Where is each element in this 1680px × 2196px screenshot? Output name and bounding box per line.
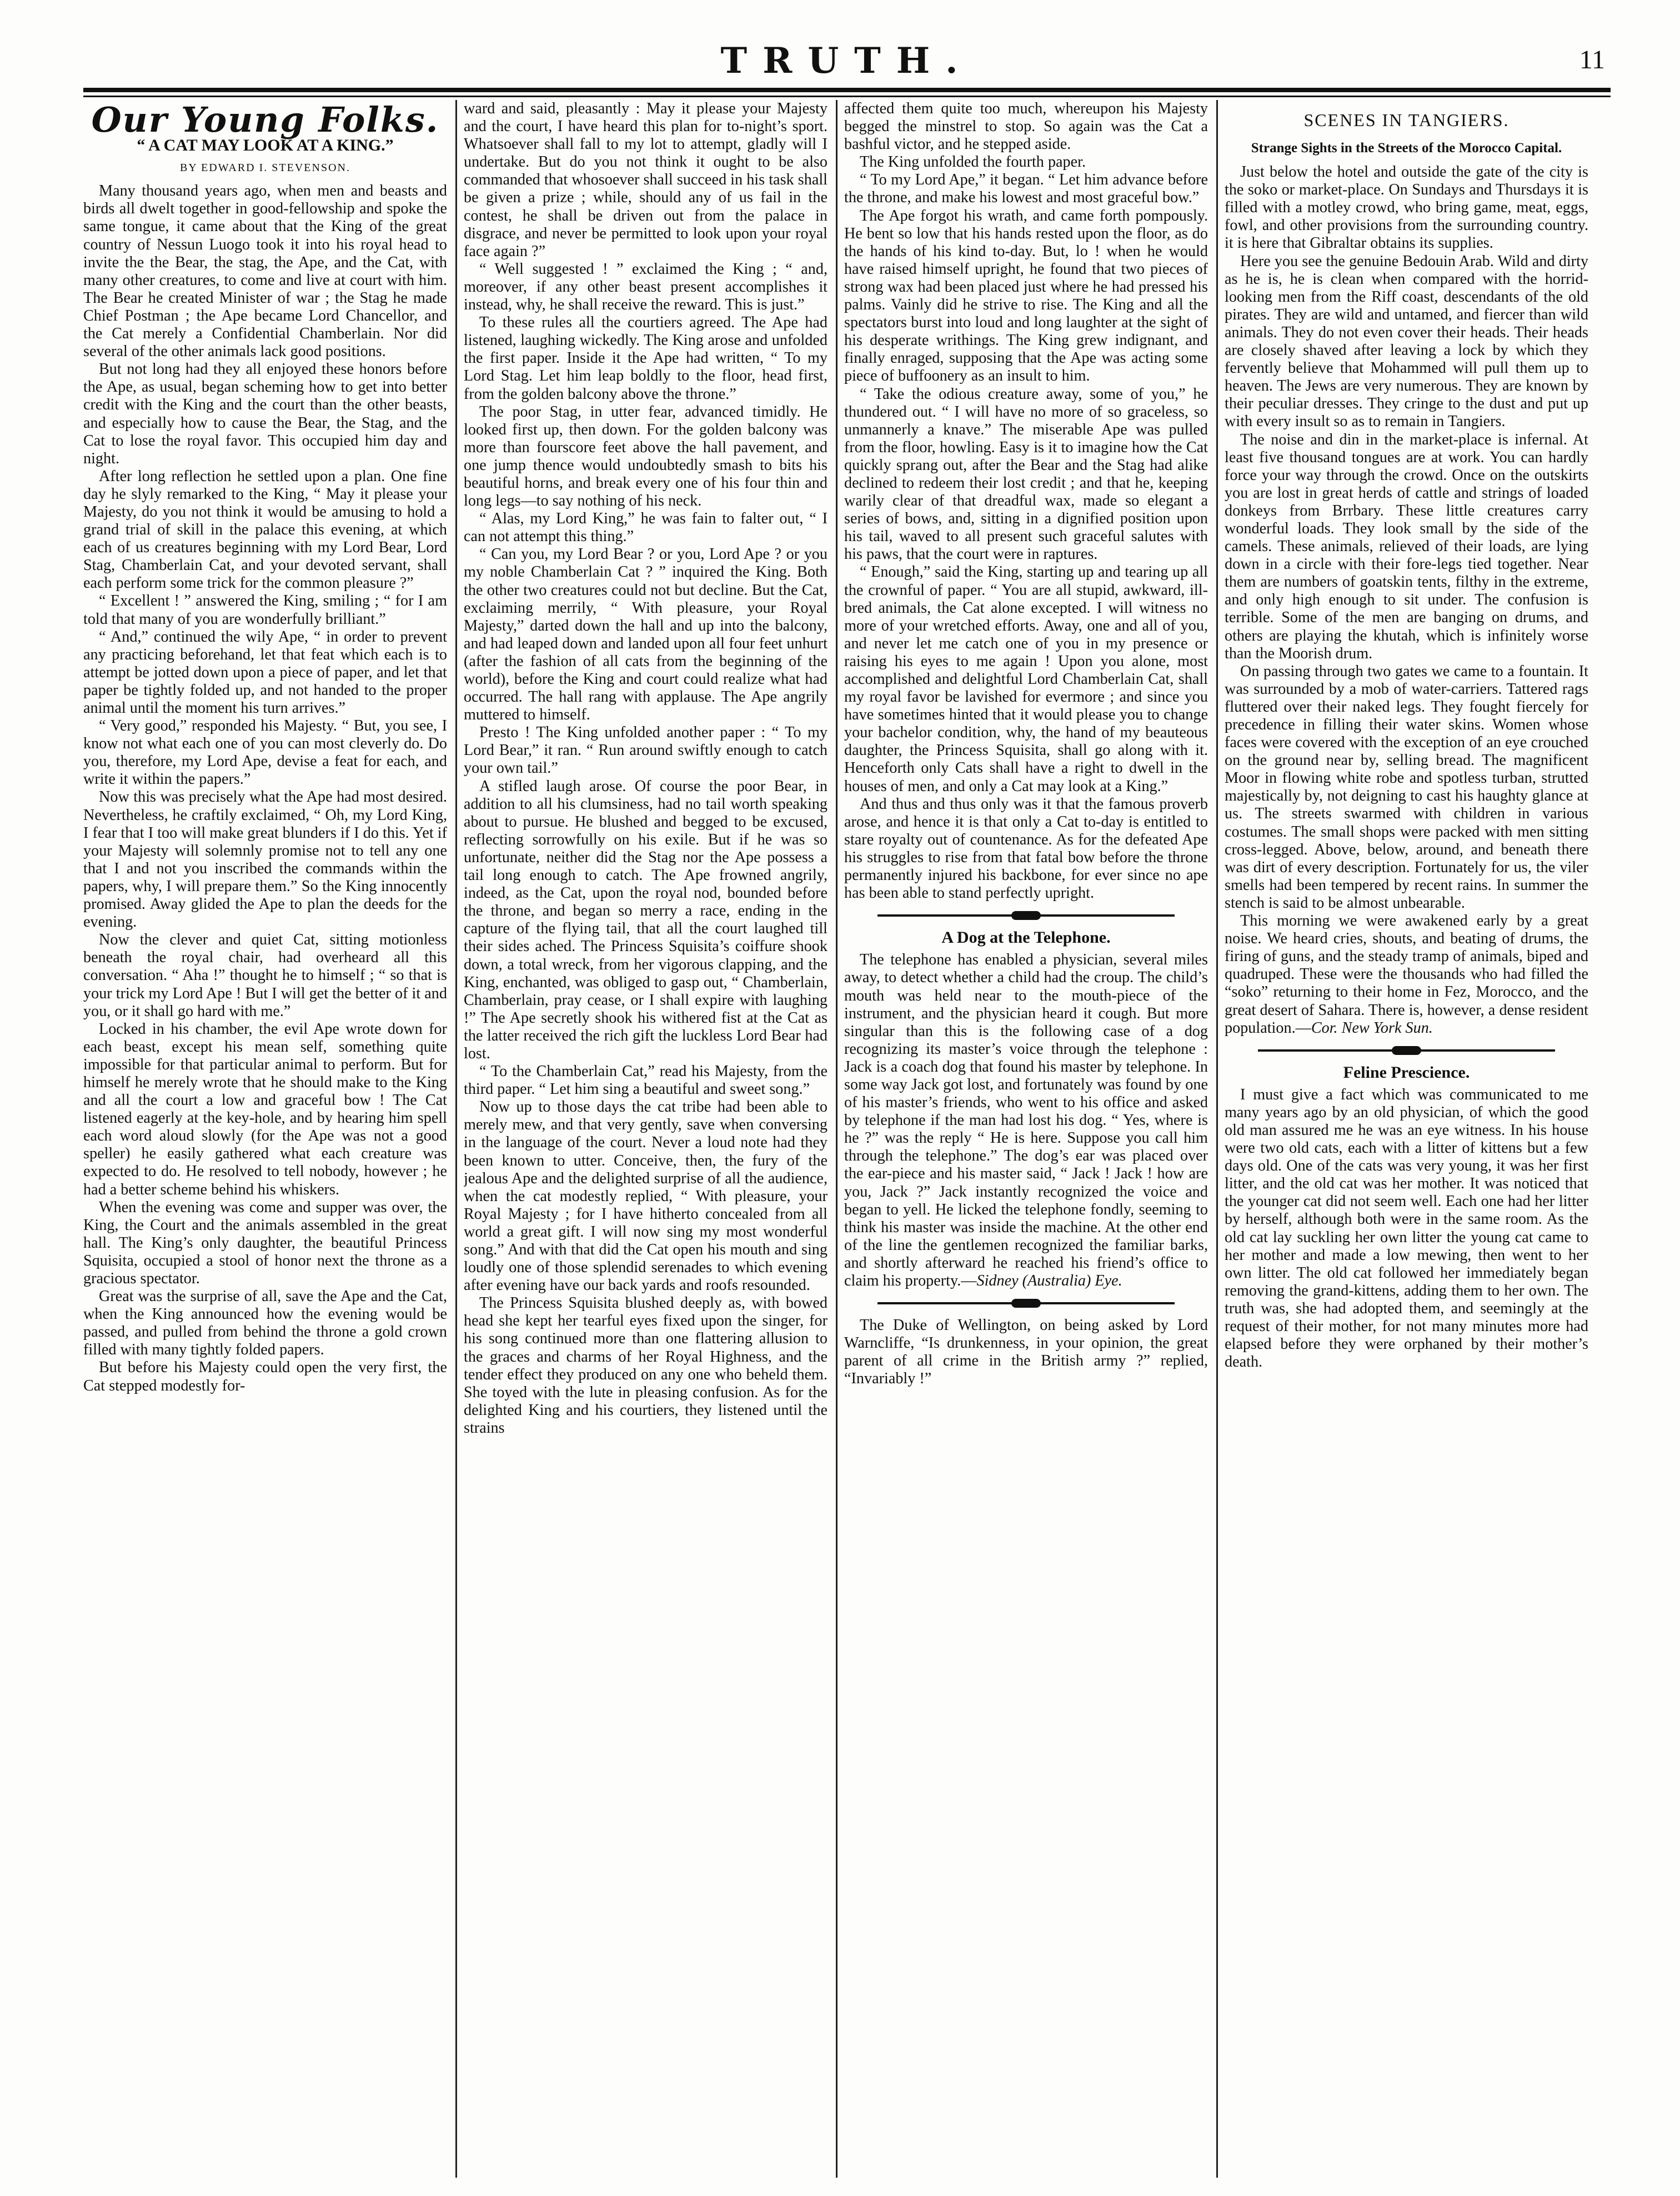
article-title: Feline Prescience. xyxy=(1343,1063,1470,1082)
paragraph: But before his Majesty could open the very first, the Cat stepped modestly for- xyxy=(83,1359,447,1394)
paragraph: On passing through two gates we came to a fountain. It was surrounded by a mob of water-carriers. Tattered rags fluttered over their naked legs. They fought fiercely for precedence in filling their water skins. Women whose faces were covered with the exception of an eye crouched on the ground near by, selling bread. The magnificent Moor in flowing white robe and spotless turban, strutted majestically by, not deigning to cast his haughty glance at us. The streets swarmed with children in various costumes. The small shops were packed with men sitting cross-legged. Above, below, around, and beneath there was dirt of every description. Fortunately for us, the viler smells had been tempered by recent rains. In summer the stench is said to be almost unbearable. xyxy=(1225,662,1588,912)
article-text: This morning we were awakened early by a great noise. We heard cries, shouts, and beating of drums, the firing of guns, and the steady tramp of animals, biped and quadruped. These were the thousands who had filled the “soko” returning to their home in Fez, Morocco, and the great desert of Sahara. There is, however, a dense resident population.— xyxy=(1225,912,1588,1037)
column-divider xyxy=(836,100,838,2178)
paragraph: Locked in his chamber, the evil Ape wrote down for each beast, except his mean self, something quite impossible for that particular animal to perform. But for himself he merely wrote that he should make to the King and all the court a low and graceful bow ! The Cat listened eagerly at the key-hole, and by hearing him spell each word aloud slowly (for the Ape was not a good speller) he easily gathered what each creature was expected to do. He resolved to tell nobody, however ; he had a better scheme behind his whiskers. xyxy=(83,1020,447,1198)
paragraph: After long reflection he settled upon a plan. One fine day he slyly remarked to the King, “ May it please your Majesty, do you not think it would be amusing to hold a grand trial of skill in the palace this evening, at which each of us creatures beginning with my Lord Bear, Lord Stag, Chamberlain Cat, and your devoted servant, shall each perform some trick for the common pleasure ?” xyxy=(83,467,447,592)
citation: Sidney (Australia) Eye. xyxy=(976,1272,1122,1289)
paragraph: Now this was precisely what the Ape had most desired. Nevertheless, he craftily exclaimed, “ Oh, my Lord King, I fear that I too will make great blunders if I do this. Yet if your Majesty will solemnly promise not to tell any one that I and not you inscribed the commands within the papers, why, I will prepare them.” So the King innocently promised. Away glided the Ape to plan the deeds for the evening. xyxy=(83,788,447,931)
citation: Cor. New York Sun. xyxy=(1311,1019,1433,1037)
paragraph: “ Well suggested ! ” exclaimed the King ; “ and, moreover, if any other beast present accomplishes it instead, why, he shall receive the reward. This is just.” xyxy=(464,260,828,314)
column-1 xyxy=(83,100,447,2180)
paragraph: ward and said, pleasantly : May it please your Majesty and the court, I have heard this plan for to-night’s sport. Whatsoever shall fall to my lot to attempt, gladly will I undertake. But do you not think it ought to be also commanded that whosoever shall succeed in his task shall be given a prize ; while, should any of us fail in the contest, he shall be driven out from the palace in disgrace, and never be permitted to look upon your royal face again ?” xyxy=(464,100,828,260)
paragraph: Now up to those days the cat tribe had been able to merely mew, and that very gently, save when conversing in the language of the court. Never a loud note had they been known to utter. Conceive, then, the fury of the jealous Ape and the delighted surprise of all the audience, when the cat modestly replied, “ With pleasure, your Royal Majesty ; for I have hitherto concealed from all world a great gift. I will now sing my most wonderful song.” And with that did the Cat open his mouth and sing loudly one of those splendid serenades to which evening after evening have our back yards and roofs resounded. xyxy=(464,1098,828,1294)
ornamental-divider xyxy=(1258,1045,1555,1056)
paragraph: Great was the surprise of all, save the Ape and the Cat, when the King announced how the evening would be passed, and pulled from behind the throne a gold crown filled with many tightly folded papers. xyxy=(83,1288,447,1359)
paragraph: “ Alas, my Lord King,” he was fain to falter out, “ I can not attempt this thing.” xyxy=(464,510,828,546)
article-text: The telephone has enabled a physician, several miles away, to detect whether a child had the croup. The child’s mouth was held near to the mouth-piece of the instrument, and the physician heard it cough. But more singular than this is the following case of a dog recognizing its master’s voice through the telephone : Jack is a coach dog that found his master by telephone. In some way Jack got lost, and fortunately was found by one of his master’s friends, who went to his office and asked by telephone if the man had lost his dog. “ Yes, where is he ?” was the reply “ He is here. Suppose you call him through the telephone.” The dog’s ear was placed over the ear-piece and his master said, “ Jack ! Jack ! how are you, Jack ?” Jack instantly recognized the voice and began to yell. He licked the telephone fondly, seeming to think his master was inside the machine. At the other end of the line the gentlemen recognized the familiar barks, and shortly afterward he reached his friend’s office to claim his property.— xyxy=(844,951,1208,1289)
story-title: “ A CAT MAY LOOK AT A KING.” xyxy=(137,136,394,155)
section-title: Our Young Folks. xyxy=(91,100,439,140)
article-subhead: Strange Sights in the Streets of the Morocco Capital. xyxy=(1251,141,1562,156)
paragraph: “ Take the odious creature away, some of you,” he thundered out. “ I will have no more of so graceless, so unmannerly a knave.” The miserable Ape was pulled from the floor, howling. Easy is it to imagine how the Cat quickly sprang out, after the Bear and the Stag had alike declined to redeem their lost credit ; and that he, keeping warily clear of that dreadful wax, made so elegant a series of bows, and, sitting in a dignified position upon his tail, waved to all present such graceful salutes with his paws, that the court were in raptures. xyxy=(844,385,1208,563)
paragraph: Many thousand years ago, when men and beasts and birds all dwelt together in good-fellowship and spoke the same tongue, it came about that the King of the great country of Nessun Luogo took it into his royal head to invite the the Bear, the stag, the Ape, and the Cat, with many other creatures, to come and live at court with him. The Bear he created Minister of war ; the Stag he made Chief Postman ; the Ape became Lord Chancellor, and the Cat merely a Confidential Chamberlain. Nor did several of the other animals lack good positions. xyxy=(83,182,447,361)
paragraph: A stifled laugh arose. Of course the poor Bear, in addition to all his clumsiness, had no tail worth speaking about to pursue. He blushed and begged to be excused, reflecting sorrowfully on his exile. But if he was so unfortunate, neither did the Stag nor the Ape possess a tail long enough to catch. The Ape frowned angrily, indeed, as the Cat, upon the royal nod, bounded before the throne, and began so merry a race, ending in the capture of the flying tail, that all the court laughed till their sides ached. The Princess Squisita’s coiffure shook down, a total wreck, from her vigorous clapping, and the King, enchanted, was obliged to gasp out, “ Chamberlain, Chamberlain, pray cease, or I shall expire with laughing !” The Ape secretly shook his withered fist at the Cat as the latter received the rich gift the luckless Lord Bear had lost. xyxy=(464,777,828,1062)
paragraph: affected them quite too much, whereupon his Majesty begged the minstrel to stop. So again was the Cat a bashful victor, and he stepped aside. xyxy=(844,100,1208,153)
column-divider xyxy=(1216,100,1218,2178)
byline: BY EDWARD I. STEVENSON. xyxy=(180,162,350,174)
paragraph: The poor Stag, in utter fear, advanced timidly. He looked first up, then down. For the golden balcony was more than fourscore feet above the hall pavement, and one jump thence would undoubtedly smash to bits his beautiful horns, and break every one of his four thin and long legs—to say nothing of his neck. xyxy=(464,403,828,510)
paragraph: “ Excellent ! ” answered the King, smiling ; “ for I am told that many of you are wonderfully brilliant.” xyxy=(83,592,447,628)
paragraph: The Ape forgot his wrath, and came forth pompously. He bent so low that his hands rested upon the floor, as do the hands of his kind to-day. But, lo ! when he would have raised himself upright, he found that two pieces of strong wax had been placed just where he had pressed his palms. Vainly did he strive to rise. The King and all the spectators burst into loud and long laughter at the sight of his desperate writhings. The King grew indignant, and finally enraged, supposing that the Ape was acting some piece of buffoonery as an insult to him. xyxy=(844,207,1208,385)
paragraph: I must give a fact which was communicated to me many years ago by an old physician, of which the good old man assured me he was an eye witness. In his house were two old cats, each with a litter of kittens but a few days old. One of the cats was very young, it was her first litter, and the old cat was her mother. It was noticed that the younger cat did not seem well. Each one had her litter by herself, although both were in the same room. As the old cat lay suckling her own litter the young cat came to her mother and made a low mewing, then went to her own litter. The old cat followed her immediately began removing the grand-kittens, adding them to her own. The truth was, she had adopted them, and seemingly at the request of their mother, for not many minutes more had elapsed before they were orphaned by their mother’s death. xyxy=(1225,1086,1588,1371)
masthead xyxy=(83,34,1611,90)
ornamental-divider xyxy=(877,910,1175,921)
column-4 xyxy=(1225,100,1588,2180)
paragraph: But not long had they all enjoyed these honors before the Ape, as usual, began scheming how to get into better credit with the King and the court than the other beasts, and especially how to cause the Bear, the Stag, and the Cat to lose the royal favor. This occupied him day and night. xyxy=(83,361,447,467)
column-2 xyxy=(464,100,828,2180)
article-title: A Dog at the Telephone. xyxy=(941,928,1111,947)
masthead-title: TRUTH. xyxy=(720,40,974,82)
paragraph xyxy=(844,951,1208,1290)
paragraph: And thus and thus only was it that the famous proverb arose, and hence it is that only a Cat to-day is entitled to stare royalty out of countenance. As for the defeated Ape his struggles to rise from that fatal bow before the throne permanently injured his backbone, for ever since no ape has been able to stand perfectly upright. xyxy=(844,795,1208,902)
paragraph: Here you see the genuine Bedouin Arab. Wild and dirty as he is, he is clean when compared with the horrid-looking men from the Riff coast, descendants of the old pirates. They are wild and untamed, and fiercer than wild animals. They do not even cover their heads. Their heads are closely shaved after leaving a lock by which they fervently believe that Mohammed will pull them up to heaven. The Jews are very numerous. They are known by their peculiar dresses. They cringe to the dust and put up with every insult so as to remain in Tangiers. xyxy=(1225,252,1588,431)
paragraph: “ To my Lord Ape,” it began. “ Let him advance before the throne, and make his lowest and most graceful bow.” xyxy=(844,171,1208,207)
column-3 xyxy=(844,100,1208,2180)
paragraph xyxy=(1225,912,1588,1037)
paragraph: “ Enough,” said the King, starting up and tearing up all the crownful of paper. “ You are all stupid, awkward, ill-bred animals, the Cat alone excepted. I will witness no more of your wretched efforts. Away, one and all of you, and never let me catch one of you in my presence or raising his eyes to me again ! Upon you alone, most accomplished and delightful Lord Chamberlain Cat, shall my royal favor be lavished for evermore ; and since you have sometimes hinted that it would please you to change your bachelor condition, why, the hand of my beauteous daughter, the Princess Squisita, shall go along with it. Henceforth only Cats shall have a right to dwell in the houses of men, and only a Cat may look at a King.” xyxy=(844,563,1208,795)
page-number: 11 xyxy=(1579,45,1605,74)
paragraph: Just below the hotel and outside the gate of the city is the soko or market-place. On Sundays and Thursdays it is filled with a motley crowd, who bring game, meat, eggs, fowl, and other provisions from the surrounding country. it is here that Gibraltar obtains its supplies. xyxy=(1225,163,1588,252)
paragraph: The Princess Squisita blushed deeply as, with bowed head she kept her tearful eyes fixed upon the singer, for his song continued more than one flattering allusion to the graces and charms of her Royal Highness, and the tender effect they produced on any one who beheld them. She toyed with the lute in pleasing confusion. As for the delighted King and his courtiers, they listened until the strains xyxy=(464,1294,828,1437)
paragraph: The King unfolded the fourth paper. xyxy=(860,153,1086,171)
paragraph: Now the clever and quiet Cat, sitting motionless beneath the royal chair, had overheard all this conversation. “ Aha !” thought he to himself ; “ so that is your trick my Lord Ape ! But I will get the better of it and you, or it shall go hard with me.” xyxy=(83,931,447,1020)
paragraph: “ Can you, my Lord Bear ? or you, Lord Ape ? or you my noble Chamberlain Cat ? ” inquired the King. Both the other two creatures could not but decline. But the Cat, exclaiming merrily, “ With pleasure, your Royal Majesty,” darted down the hall and up into the balcony, and had leaped down and landed upon all four feet unhurt (after the fashion of all cats from the beginning of the world), before the King and court could realize what had occurred. The hall rang with applause. The Ape angrily muttered to himself. xyxy=(464,546,828,724)
paragraph: “ To the Chamberlain Cat,” read his Majesty, from the third paper. “ Let him sing a beautiful and sweet song.” xyxy=(464,1063,828,1098)
paragraph: Presto ! The King unfolded another paper : “ To my Lord Bear,” it ran. “ Run around swiftly enough to catch your own tail.” xyxy=(464,724,828,777)
paragraph: To these rules all the courtiers agreed. The Ape had listened, laughing wickedly. The King arose and unfolded the first paper. Inside it the Ape had written, “ To my Lord Stag. Let him leap boldly to the floor, head first, from the golden balcony above the throne.” xyxy=(464,314,828,403)
masthead-rule-thin xyxy=(83,96,1611,97)
paragraph: The noise and din in the market-place is infernal. At least five thousand tongues are at work. You can hardly force your way through the crowd. Once on the outskirts you are lost in great herds of cattle and strings of loaded donkeys from Brrbary. These little creatures carry wonderful loads. They look small by the side of the camels. These animals, relieved of their loads, are lying down in a circle with their fore-legs tied together. Near them are numbers of goatskin tents, filthy in the extreme, and only high enough to sit under. The confusion is terrible. Some of the men are banging on drums, and others are playing the khutah, which is infinitely worse than the Moorish drum. xyxy=(1225,431,1588,662)
paragraph: “ Very good,” responded his Majesty. “ But, you see, I know not what each one of you can most cleverly do. Do you, therefore, my Lord Ape, devise a feat for each, and write it within the papers.” xyxy=(83,717,447,788)
masthead-rule xyxy=(83,88,1611,92)
paragraph: The Duke of Wellington, on being asked by Lord Warncliffe, “Is drunkenness, in your opinion, the great parent of all crime in the British army ?” replied, “Invariably !” xyxy=(844,1317,1208,1388)
column-divider xyxy=(455,100,457,2178)
paragraph: “ And,” continued the wily Ape, “ in order to prevent any practicing beforehand, let that feat which each is to attempt be jotted down upon a piece of paper, and let that paper be tightly folded up, and not handed to the proper animal until the moment his turn arrives.” xyxy=(83,628,447,717)
paragraph: When the evening was come and supper was over, the King, the Court and the animals assembled in the great hall. The King’s only daughter, the beautiful Princess Squisita, occupied a stool of honor next the throne as a gracious spectator. xyxy=(83,1198,447,1287)
article-title: SCENES IN TANGIERS. xyxy=(1303,110,1510,130)
ornamental-divider xyxy=(877,1298,1175,1309)
